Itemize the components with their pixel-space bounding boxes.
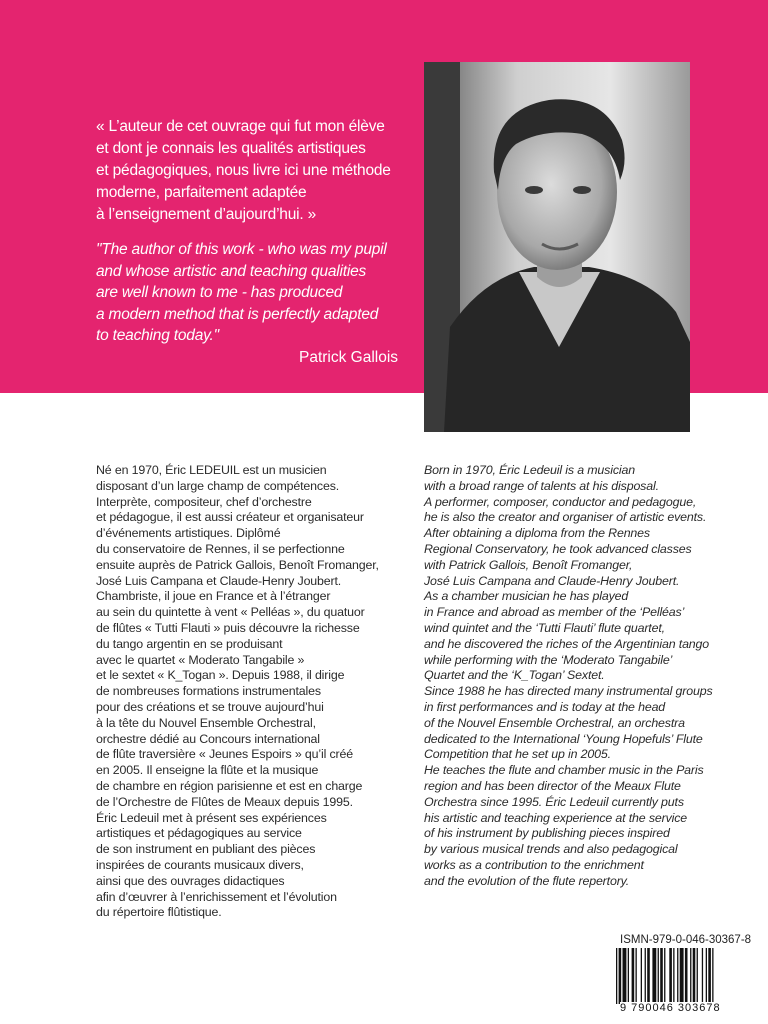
bio-en-line: he is also the creator and organiser of artistic events.: [424, 510, 707, 525]
barcode-bar: [690, 948, 691, 1004]
barcode-bar: [641, 948, 642, 1004]
barcode-bar: [616, 948, 617, 1004]
bio-en-line: He teaches the flute and chamber music in the Paris: [424, 763, 704, 778]
barcode-number: 9 790046 303678: [620, 1002, 721, 1014]
barcode-bar: [658, 948, 659, 1004]
bio-fr-line: orchestre dédié au Concours international: [96, 731, 320, 746]
bio-fr-line: artistiques et pédagogiques au service: [96, 826, 302, 841]
ismn-code: ISMN-979-0-046-30367-8: [620, 934, 752, 946]
bio-en-line: Born in 1970, Éric Ledeuil is a musician: [424, 463, 635, 477]
bio-fr-line: du tango argentin en se produisant: [96, 636, 283, 651]
quote-fr-line: et pédagogiques, nous livre ici une méthode: [96, 162, 391, 179]
quote-author: Patrick Gallois: [299, 349, 399, 366]
bio-fr-line: de flûtes « Tutti Flauti » puis découvre la richesse: [96, 620, 360, 635]
bio-en-line: by various musical trends and also pedagogical: [424, 842, 678, 857]
barcode-bar: [680, 948, 684, 1004]
quote-fr-line: à l’enseignement d’aujourd’hui. »: [96, 206, 317, 223]
quote-en-line: and whose artistic and teaching qualities: [96, 262, 367, 280]
bio-fr-line: de nombreuses formations instrumentales: [96, 684, 321, 699]
bio-fr-line: afin d’œuvrer à l’enrichissement et l’évolution: [96, 889, 337, 904]
bio-en-line: Regional Conservatory, he took advanced classes: [424, 541, 692, 556]
bio-fr-line: ainsi que des ouvrages didactiques: [96, 873, 285, 888]
bio-fr-line: et le sextet « K_Togan ». Depuis 1988, il dirige: [96, 668, 345, 683]
bio-en-line: works as a contribution to the enrichment: [424, 857, 644, 872]
bio-fr-line: José Luis Campana et Claude-Henry Joubert.: [96, 573, 342, 588]
bio-fr-line: de son instrument en publiant des pièces: [96, 842, 316, 857]
bio-fr-line: avec le quartet « Moderato Tangabile »: [96, 652, 305, 667]
quote-fr-line: « L’auteur de cet ouvrage qui fut mon élève: [96, 118, 385, 135]
bio-fr-line: de flûte traversière « Jeunes Espoirs » qu’il créé: [96, 747, 353, 762]
bio-fr-line: ensuite auprès de Patrick Gallois, Benoît Fromanger,: [96, 557, 379, 572]
quote-fr-line: et dont je connais les qualités artistiques: [96, 140, 366, 157]
bio-fr-line: en 2005. Il enseigne la flûte et la musique: [96, 763, 319, 778]
quote-fr-line: moderne, parfaitement adaptée: [96, 184, 307, 201]
bio-en-line: Quartet and the ‘K_Togan’ Sextet.: [424, 668, 605, 683]
bio-fr-line: pour des créations et se trouve aujourd’hui: [96, 699, 324, 714]
bio-en-line: and the evolution of the flute repertory.: [424, 873, 630, 888]
barcode-bar: [645, 948, 646, 1004]
bio-en-line: and he discovered the riches of the Argentinian tango: [424, 636, 710, 651]
quote-english: [96, 239, 426, 347]
portrait-illustration: [424, 62, 690, 432]
bio-fr-line: Chambriste, il joue en France et à l’étranger: [96, 589, 331, 604]
bio-en-line: Competition that he set up in 2005.: [424, 747, 611, 762]
quote-french: [96, 116, 426, 226]
bio-en-line: while performing with the ‘Moderato Tangabile’: [424, 652, 673, 667]
bio-fr-line: de l’Orchestre de Flûtes de Meaux depuis 1995.: [96, 794, 353, 809]
bio-fr-line: du répertoire flûtistique.: [96, 905, 222, 920]
barcode-bar: [712, 948, 713, 1004]
bio-en-line: José Luis Campana and Claude-Henry Joubert.: [424, 573, 680, 588]
bio-en-line: his artistic and teaching experience at the service: [424, 810, 688, 825]
bio-en-line: wind quintet and the ‘Tutti Flauti’ flute quartet,: [424, 620, 665, 635]
barcode-bar: [697, 948, 698, 1004]
bio-fr-line: Né en 1970, Éric LEDEUIL est un musicien: [96, 463, 327, 477]
bio-en-line: As a chamber musician he has played: [424, 589, 629, 604]
barcode-bar: [706, 948, 707, 1004]
barcode: [614, 948, 745, 1010]
barcode-bar: [664, 948, 665, 1004]
quote-en-line: a modern method that is perfectly adapted: [96, 305, 379, 323]
bio-fr-line: inspirées de courants musicaux divers,: [96, 857, 304, 872]
quote-en-line: are well known to me - has produced: [96, 284, 343, 301]
biography-french: [96, 463, 416, 921]
bio-fr-line: du conservatoire de Rennes, il se perfectionne: [96, 541, 345, 556]
quote-en-line: to teaching today.": [96, 327, 219, 344]
barcode-bar: [708, 948, 711, 1004]
quote-en-line: "The author of this work - who was my pupil: [96, 241, 387, 258]
barcode-bar: [673, 948, 674, 1004]
barcode-bar: [647, 948, 650, 1004]
bio-en-line: with Patrick Gallois, Benoît Fromanger,: [424, 557, 633, 572]
bio-en-line: region and has been director of the Meaux Flute: [424, 778, 681, 793]
barcode-bar: [652, 948, 656, 1004]
bio-en-line: Orchestra since 1995. Éric Ledeuil currently puts: [424, 794, 684, 809]
barcode-bar: [623, 948, 627, 1004]
bio-fr-line: à la tête du Nouvel Ensemble Orchestral,: [96, 715, 316, 730]
barcode-bar: [669, 948, 672, 1004]
barcode-bar: [693, 948, 696, 1004]
barcode-bar: [619, 948, 622, 1004]
barcode-bar: [660, 948, 663, 1004]
bio-fr-line: Interprète, compositeur, chef d’orchestre: [96, 494, 312, 509]
barcode-bar: [685, 948, 688, 1004]
bio-fr-line: disposant d’un large champ de compétences.: [96, 478, 340, 493]
bio-en-line: in first performances and is today at the head: [424, 699, 666, 714]
author-portrait-photo: [424, 62, 690, 432]
barcode-bar: [677, 948, 678, 1004]
barcode-bar: [636, 948, 637, 1004]
bio-en-line: After obtaining a diploma from the Rennes: [424, 526, 650, 541]
bio-fr-line: d’événements artistiques. Diplômé: [96, 526, 281, 541]
bio-fr-line: et pédagogue, il est aussi créateur et organisateur: [96, 510, 364, 525]
bio-en-line: A performer, composer, conductor and pedagogue,: [424, 494, 697, 509]
bio-fr-line: Éric Ledeuil met à présent ses expériences: [96, 810, 327, 825]
barcode-bar: [702, 948, 703, 1004]
barcode-bar: [632, 948, 635, 1004]
bio-fr-line: au sein du quintette à vent « Pelléas », du quatuor: [96, 605, 365, 620]
bio-en-line: dedicated to the International ‘Young Hopefuls’ Flute: [424, 731, 703, 746]
bio-en-line: of the Nouvel Ensemble Orchestral, an orchestra: [424, 715, 685, 730]
bio-en-line: Since 1988 he has directed many instrumental groups: [424, 684, 713, 699]
barcode-bar: [628, 948, 629, 1004]
bio-fr-line: de chambre en région parisienne et est en charge: [96, 778, 363, 793]
biography-english: [424, 463, 724, 890]
bio-en-line: of his instrument by publishing pieces inspired: [424, 826, 670, 841]
bio-en-line: in France and abroad as member of the ‘Pelléas’: [424, 605, 685, 620]
bio-en-line: with a broad range of talents at his disposal.: [424, 478, 659, 493]
